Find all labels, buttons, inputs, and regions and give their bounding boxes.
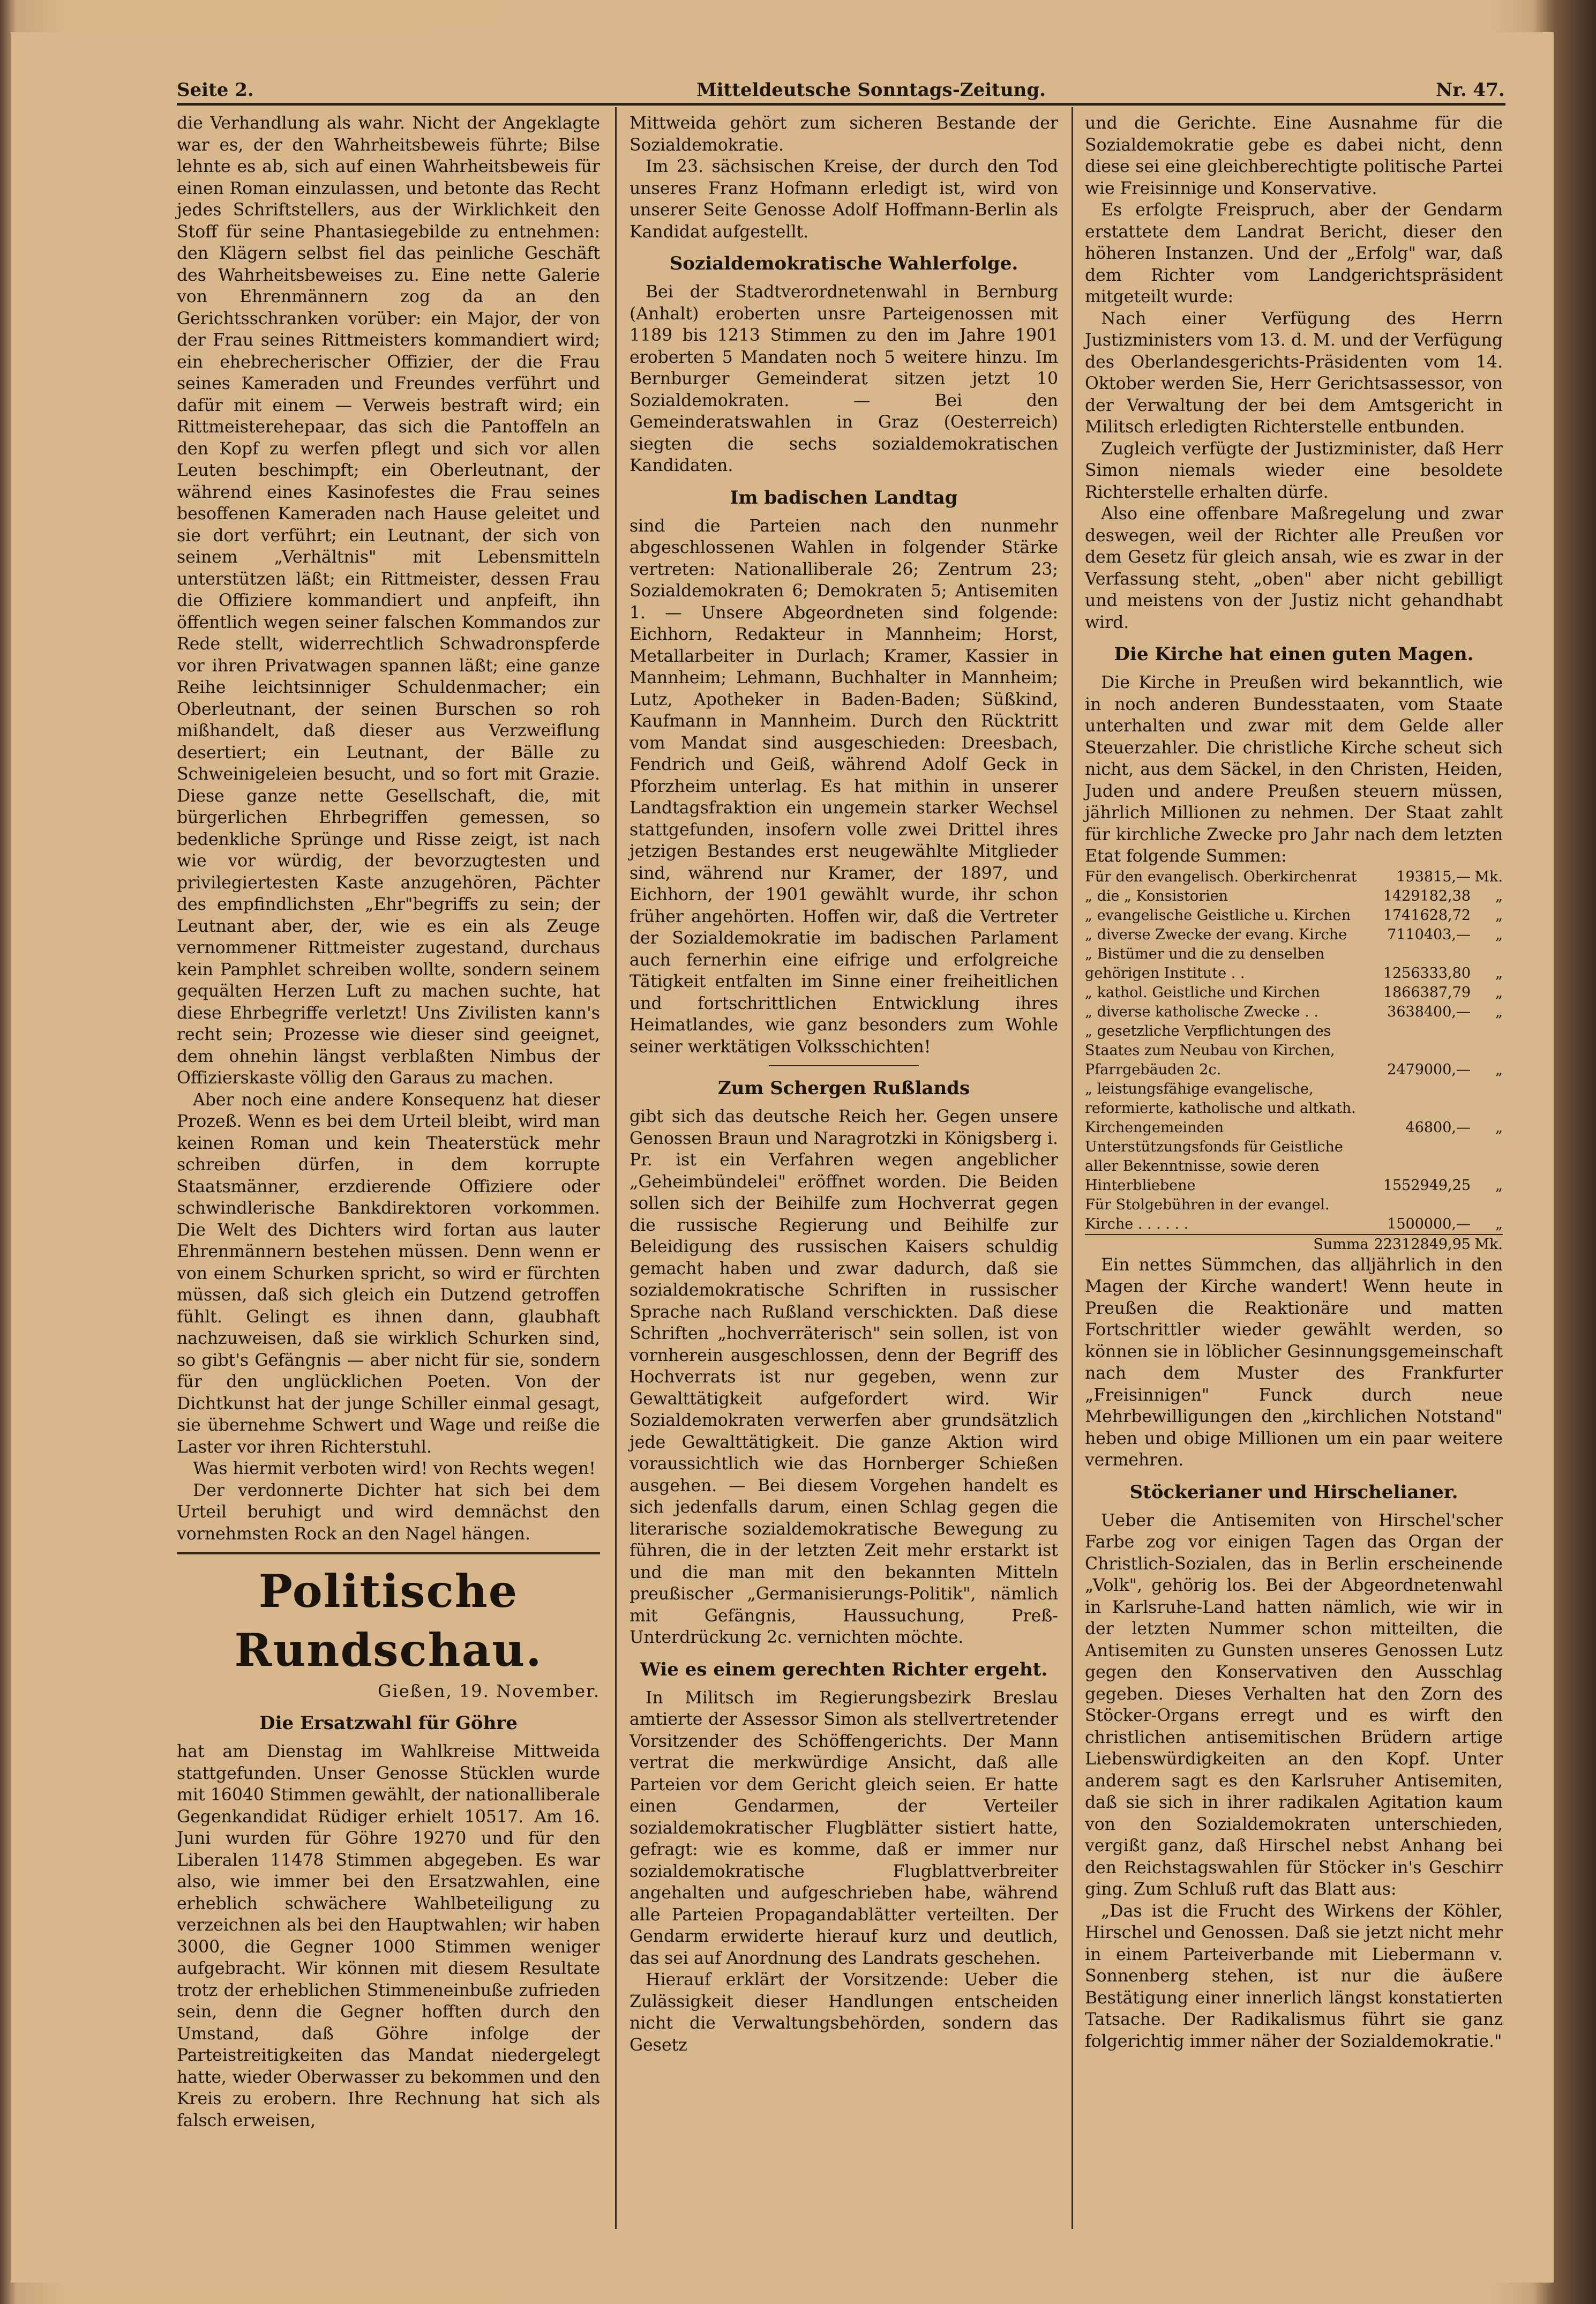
article-heading: Die Ersatzwahl für Göhre <box>259 1712 518 1734</box>
budget-label: „ die „ Konsistorien <box>1085 887 1228 904</box>
article-paragraph: Zugleich verfügte der Justizminister, daß Herr Simon niemals wieder eine besoldete Richterstelle erhalten dürfe. <box>1085 439 1503 502</box>
budget-amount: 1500000,— <box>1387 1215 1471 1232</box>
article-paragraph: Aber noch eine andere Konsequenz hat dieser Prozeß. Wenn es bei dem Urteil bleibt, wird man keinen Roman und kein Theaterstück mehr schreiben dürfen, in dem korrupte Staatsmänner, erzdierende Offiziere oder schwindlerische Bankdirektoren vorkommen. Die Welt des Dichters wird fortan aus lauter Ehrenmännern bestehen müssen. Denn wenn er von einem Schurken spricht, so wird er fürchten müssen, daß sich gleich ein Dutzend getroffen fühlt. Gelingt es ihnen dann, glaubhaft nachzuweisen, daß sie wirklich Schurken sind, so gibt's Gefängnis — aber nicht für sie, sondern für den unglücklichen Poeten. Von der Dichtkunst hat der junge Schiller einmal gesagt, sie übernehme Schwert und Wage und reiße die Laster vor ihren Richterstuhl. <box>177 1090 600 1457</box>
budget-label: Unterstützungsfonds für Geistliche aller Bekenntnisse, sowie deren Hinterbliebene <box>1085 1138 1343 1194</box>
budget-label: „ diverse Zwecke der evang. Kirche <box>1085 926 1347 943</box>
article-paragraph: Ueber die Antisemiten von Hirschel'scher Farbe zog vor einigen Tagen das Organ der Christlich-Sozialen, das in Berlin erscheinende „Volk", gehörig los. Bei der Abgeordnetenwahl in Karlsruhe-Land hatten nämlich, wie wir in der letzten Nummer schon mitteilten, die Antisemiten zu Gunsten unseres Genossen Lutz gegen den Konservativen den Ausschlag gegeben. Dieses Verhalten hat den Zorn des Stöcker-Organs erregt und es wirft den christlichen antisemitischen Brüdern artige Liebenswürdigkeiten an den Kopf. Unter anderem sagt es den Karlsruher Antisemiten, daß sie sich in ihrer radikalen Agitation kaum von den Sozialdemokraten unterschieden, vergißt ganz, daß Hirschel nebst Anhang bei den Reichstagswahlen für Stöcker in's Geschirr ging. Zum Schluß ruft das Blatt aus: <box>1085 1510 1503 1899</box>
budget-amount: 1866387,79 <box>1383 984 1471 1001</box>
budget-row <box>1085 887 1503 906</box>
article-paragraph: In Militsch im Regierungsbezirk Breslau amtierte der Assessor Simon als stellvertretender Vorsitzender des Schöffengerichts. Der Mann vertrat die merkwürdige Ansicht, daß alle Parteien vor dem Gericht gleich seien. Er hatte einen Gendarmen, der Verteiler sozialdemokratischer Flugblätter sistiert hatte, gefragt: wie es komme, daß er immer nur sozialdemokratische Flugblattverbreiter angehalten und aufgeschrieben habe, während alle Parteien Propagandablätter verteilten. Der Gendarm erwiderte hierauf kurz und deutlich, das sei auf Anordnung des Landrats geschehen. <box>630 1688 1058 1968</box>
budget-amount: 46800,— <box>1405 1119 1471 1136</box>
article-paragraph: Es erfolgte Freispruch, aber der Gendarm erstattete dem Landrat Bericht, dieser den höheren Instanzen. Und der „Erfolg" war, daß dem Richter vom Landgerichtspräsident mitgeteilt wurde: <box>1085 200 1503 306</box>
budget-amount: 1552949,25 <box>1383 1177 1471 1194</box>
total-label: Summa <box>1085 1235 1374 1254</box>
article-heading: Zum Schergen Rußlands <box>717 1078 970 1099</box>
article-paragraph: Der verdonnerte Dichter hat sich bei dem Urteil beruhigt und wird demnächst den vornehmsten Rock an den Nagel hängen. <box>177 1480 600 1544</box>
article-paragraph: Im 23. sächsischen Kreise, der durch den Tod unseres Franz Hofmann erledigt ist, wird von unserer Seite Genosse Adolf Hoffmann-Berlin als Kandidat aufgestellt. <box>630 157 1058 242</box>
quoted-decree: Nach einer Verfügung des Herrn Justizministers vom 13. d. M. und der Verfügung des Oberlandesgerichts-Präsidenten vom 14. Oktober werden Sie, Herr Gerichtsassessor, von der Verwaltung der bei dem Amtsgericht in Militsch erledigten Richterstelle entbunden. <box>1085 309 1503 437</box>
budget-currency: „ <box>1495 1003 1503 1020</box>
budget-row <box>1085 1003 1503 1022</box>
budget-amount: 7110403,— <box>1387 926 1471 943</box>
budget-row <box>1085 945 1503 983</box>
budget-currency: Mk. <box>1474 868 1503 885</box>
column-divider <box>1072 107 1073 2229</box>
budget-total-row <box>1085 1235 1503 1254</box>
budget-currency: „ <box>1495 907 1503 924</box>
column-1 <box>177 113 600 2131</box>
budget-label: „ Bistümer und die zu denselben gehörigen Institute . . <box>1085 945 1325 982</box>
article-paragraph: Ein nettes Sümmchen, das alljährlich in den Magen der Kirche wandert! Wenn heute in Preußen die Reaktionäre und matten Fortschrittler wieder gewählt werden, so können sie in löblicher Gesinnungsgemeinschaft nach dem Muster des Frankfurter „Freisinnigen" Funck durch neue Mehrbewilligungen den „kirchlichen Notstand" heben und obige Millionen um ein paar weitere vermehren. <box>1085 1255 1503 1470</box>
article-paragraph: und die Gerichte. Eine Ausnahme für die Sozialdemokratie gebe es dabei nicht, denn diese sei eine gleichberechtigte politische Partei wie Freisinnige und Konservative. <box>1085 114 1503 198</box>
budget-amount: 193815,— <box>1396 868 1471 885</box>
article-paragraph: Also eine offenbare Maßregelung und zwar deswegen, weil der Richter alle Preußen vor dem Gesetz für gleich ansah, wie es zwar in der Verfassung steht, „oben" aber nicht gebilligt und meistens von der Justiz nicht gehandhabt wird. <box>1085 504 1503 632</box>
article-paragraph: Hierauf erklärt der Vorsitzende: Ueber die Zulässigkeit dieser Handlungen entscheiden nicht die Verwaltungsbehörden, sondern das Gesetz <box>630 1970 1058 2055</box>
budget-label: „ kathol. Geistliche und Kirchen <box>1085 984 1320 1001</box>
budget-label: „ diverse katholische Zwecke . . <box>1085 1003 1318 1020</box>
budget-amount: 1429182,38 <box>1383 887 1471 904</box>
column-divider <box>615 107 617 2229</box>
article-paragraph: sind die Parteien nach den nunmehr abgeschlossenen Wahlen in folgender Stärke vertreten: Nationalliberale 26; Zentrum 23; Sozialdemokraten 6; Demokraten 5; Antisemiten 1. — Unsere Abgeordneten sind folgende: Eichhorn, Redakteur in Mannheim; Horst, Metallarbeiter in Durlach; Kramer, Kassier in Mannheim; Lehmann, Buchhalter in Mannheim; Lutz, Apotheker in Baden-Baden; Süßkind, Kaufmann in Mannheim. Durch den Rücktritt vom Mandat sind ausgeschieden: Dreesbach, Fendrich und Geiß, während Adolf Geck in Pforzheim unterlag. Es hat mithin in unserer Landtagsfraktion ein ungemein starker Wechsel stattgefunden, insofern volle zwei Drittel ihres jetzigen Bestandes erst neugewählte Mitglieder sind, während nur Kramer, der 1897, und Eichhorn, der 1901 gewählt wurde, ihr schon früher angehörten. Hoffen wir, daß die Vertreter der Sozialdemokratie im badischen Parlament auch fernerhin eine eifrige und erfolgreiche Tätigkeit entfalten im Sinne einer freiheitlichen und fortschrittlichen Entwicklung ihres Heimatlandes, wie ganz besonders zum Wohle seiner werktätigen Volksschichten! <box>630 516 1058 1057</box>
budget-currency: „ <box>1495 1119 1503 1136</box>
dateline: Gießen, 19. November. <box>377 1681 600 1701</box>
budget-row <box>1085 925 1503 945</box>
budget-table <box>1085 867 1503 1254</box>
budget-label: „ evangelische Geistliche u. Kirchen <box>1085 907 1351 924</box>
budget-amount: 1256333,80 <box>1383 964 1471 982</box>
total-amount: 22312849,95 <box>1374 1235 1471 1254</box>
separator-rule <box>769 1065 919 1066</box>
section-title: Politische Rundschau. <box>234 1565 543 1677</box>
quoted-passage: „Das ist die Frucht des Wirkens der Köhler, Hirschel und Genossen. Daß sie jetzt nicht mehr in einem Parteiverbande mit Liebermann v. Sonnenberg stehen, ist nur die äußere Bestätigung einer innerlich längst konstatierten Tatsache. Der Radikalismus führt sie ganz folgerichtig immer näher der Sozialdemokratie." <box>1085 1901 1503 2051</box>
article-paragraph: hat am Dienstag im Wahlkreise Mittweida stattgefunden. Unser Genosse Stücklen wurde mit 16040 Stimmen gewählt, der nationalliberale Gegenkandidat Rüdiger erhielt 10517. Am 16. Juni wurden für Göhre 19270 und für den Liberalen 11478 Stimmen abgegeben. Es war also, wie immer bei den Ersatzwahlen, eine erheblich schwächere Wahlbeteiligung zu verzeichnen als bei den Hauptwahlen; wir haben 3000, die Gegner 1000 Stimmen weniger aufgebracht. Wir können mit diesem Resultate trotz der erheblichen Stimmeneinbuße zufrieden sein, denn die Gegner hofften durch den Umstand, daß Göhre infolge der Parteistreitigkeiten das Mandat niedergelegt hatte, wieder Oberwasser zu bekommen und den Kreis zu erobern. Ihre Rechnung hat sich als falsch erweisen, <box>177 1742 600 2130</box>
budget-currency: „ <box>1495 1177 1503 1194</box>
budget-label: „ gesetzliche Verpflichtungen des Staates zum Neubau von Kirchen, Pfarrgebäuden 2c. <box>1085 1022 1335 1078</box>
column-2 <box>630 113 1058 2056</box>
header-rule <box>177 103 1505 106</box>
column-3 <box>1085 113 1503 2052</box>
budget-currency: „ <box>1495 1215 1503 1232</box>
article-heading: Sozialdemokratische Wahlerfolge. <box>669 253 1018 274</box>
budget-row <box>1085 1022 1503 1080</box>
budget-currency: „ <box>1495 964 1503 982</box>
article-paragraph: Was hiermit verboten wird! von Rechts wegen! <box>193 1459 596 1478</box>
budget-amount: 3638400,— <box>1387 1003 1471 1020</box>
budget-row <box>1085 1195 1503 1235</box>
article-paragraph: Die Kirche in Preußen wird bekanntlich, wie in noch anderen Bundesstaaten, vom Staate unterhalten und zwar mit dem Gelde aller Steuerzahler. Die christliche Kirche scheut sich nicht, aus dem Säckel, in den Christen, Heiden, Juden und andere Preußen steuern müssen, jährlich Millionen zu nehmen. Der Staat zahlt für kirchliche Zwecke pro Jahr nach dem letzten Etat folgende Summen: <box>1085 673 1503 866</box>
masthead-title: Mitteldeutsche Sonntags-Zeitung. <box>696 79 1046 101</box>
article-paragraph: Bei der Stadtverordnetenwahl in Bernburg (Anhalt) eroberten unsre Parteigenossen mit 1189 bis 1213 Stimmen zu den im Jahre 1901 eroberten 5 Mandaten noch 5 weitere hinzu. Im Bernburger Gemeinderat sitzen jetzt 10 Sozialdemokraten. — Bei den Gemeinderatswahlen in Graz (Oesterreich) siegten die sechs sozialdemokratischen Kandidaten. <box>630 282 1058 475</box>
article-heading: Die Kirche hat einen guten Magen. <box>1114 644 1474 665</box>
budget-amount: 2479000,— <box>1387 1061 1471 1078</box>
article-heading: Im badischen Landtag <box>730 487 958 508</box>
budget-row <box>1085 867 1503 887</box>
budget-currency: „ <box>1495 1061 1503 1078</box>
article-heading: Stöckerianer und Hirschelianer. <box>1129 1481 1458 1503</box>
page-number: Seite 2. <box>177 79 254 101</box>
budget-label: Für den evangelisch. Oberkirchenrat <box>1085 868 1357 885</box>
budget-row <box>1085 983 1503 1003</box>
article-paragraph: Mittweida gehört zum sicheren Bestande der Sozialdemokratie. <box>630 114 1058 155</box>
article-paragraph: gibt sich das deutsche Reich her. Gegen unsere Genossen Braun und Naragrotzki in Königsberg i. Pr. ist ein Verfahren wegen angeblicher „Geheimbündelei" eröffnet worden. Die Beiden sollen sich der Beihilfe zum Hochverrat gegen die russische Regierung und Beihilfe zur Beleidigung des russischen Kaisers schuldig gemacht haben und zwar dadurch, daß sie sozialdemokratische Schriften in russischer Sprache nach Rußland verschickten. Daß diese Schriften „hochverräterisch" sein sollen, ist von vornherein ausgeschlossen, denn der Begriff des Hochverrats ist nur gegeben, wenn zur Gewalttätigkeit aufgefordert wird. Wir Sozialdemokraten verwerfen aber grundsätzlich jede Gewalttätigkeit. Die ganze Aktion wird voraussichtlich wie das Hornberger Schießen ausgehen. — Bei diesem Vorgehen handelt es sich jedenfalls darum, einen Schlag gegen die literarische sozialdemokratische Bewegung zu führen, die in der letzten Zeit mehr erstarkt ist und die man mit den bekannten Mitteln preußischer „Germanisierungs-Politik", nämlich mit Gefängnis, Haussuchung, Preß-Unterdrückung 2c. vernichten möchte. <box>630 1107 1058 1647</box>
article-paragraph: die Verhandlung als wahr. Nicht der Angeklagte war es, der den Wahrheitsbeweis führte; Bilse lehnte es ab, sich auf einen Wahrheitsbeweis für einen Roman einzulassen, und betonte das Recht jedes Schriftstellers, aus der Wirklichkeit den Stoff für seine Phantasiegebilde zu entnehmen: den Klägern selbst fiel das peinliche Geschäft des Wahrheitsbeweises zu. Eine nette Galerie von Ehrenmännern zog da an den Gerichtsschranken vorüber: ein Major, der von der Frau seines Rittmeisters kommandiert wird; ein ehebrecherischer Offizier, der die Frau seines Kameraden und Freundes verführt und dafür mit einem — Verweis bestraft wird; ein Rittmeisterehepaar, das sich die Pantoffeln an den Kopf zu werfen pflegt und sich vor allen Leuten beschimpft; ein Oberleutnant, der während eines Kasinofestes die Frau seines besoffenen Kameraden nach Hause geleitet und sie dort verführt; ein Leutnant, der sich von seinem „Verhältnis" mit Lebensmitteln unterstützen läßt; ein Rittmeister, dessen Frau die Offiziere kommandiert und anpfeift, ihn öffentlich wegen seiner falschen Kommandos zur Rede stellt, widerrechtlich Schwadronspferde vor ihren Privatwagen spannen läßt; eine ganze Reihe leichtsinniger Schuldenmacher; ein Oberleutnant, der seinen Burschen so roh mißhandelt, daß dieser aus Verzweiflung desertiert; ein Leutnant, der Bälle zu Schweinigeleien besucht, und so fort mit Grazie. Diese ganze nette Gesellschaft, die, mit bürgerlichen Ehrbegriffen gemessen, so bedenkliche Sprünge und Risse zeigt, ist nach wie vor würdig, der bevorzugtesten und privilegiertesten Kaste anzugehören, Pächter des empfindlichsten „Ehr"begriffs zu sein; der Leutnant aber, der, wie es ein als Zeuge vernommener Rittmeister zugestand, durchaus kein Pamphlet schreiben wollte, sondern seinem gequälten Herzen Luft zu machen suchte, hat diese Ehrbegriffe verletzt! Uns Zivilisten kann's recht sein; Prozesse wie dieser sind geeignet, dem ohnehin längst verblaßten Nimbus der Offizierskaste völlig den Garaus zu machen. <box>177 114 600 1088</box>
budget-currency: „ <box>1495 984 1503 1001</box>
budget-currency: „ <box>1495 887 1503 904</box>
total-currency: Mk. <box>1471 1235 1503 1254</box>
budget-label: Für Stolgebühren in der evangel. Kirche . . . . . . <box>1085 1196 1330 1232</box>
budget-amount: 1741628,72 <box>1383 907 1471 924</box>
article-heading: Wie es einem gerechten Richter ergeht. <box>640 1658 1048 1680</box>
section-rule <box>177 1552 600 1554</box>
issue-number: Nr. 47. <box>1436 79 1505 101</box>
budget-row <box>1085 1138 1503 1195</box>
budget-label: „ leistungsfähige evangelische, reformierte, katholische und altkath. Kirchengemeinden <box>1085 1080 1356 1136</box>
budget-currency: „ <box>1495 926 1503 943</box>
budget-row <box>1085 1080 1503 1138</box>
budget-row <box>1085 906 1503 925</box>
